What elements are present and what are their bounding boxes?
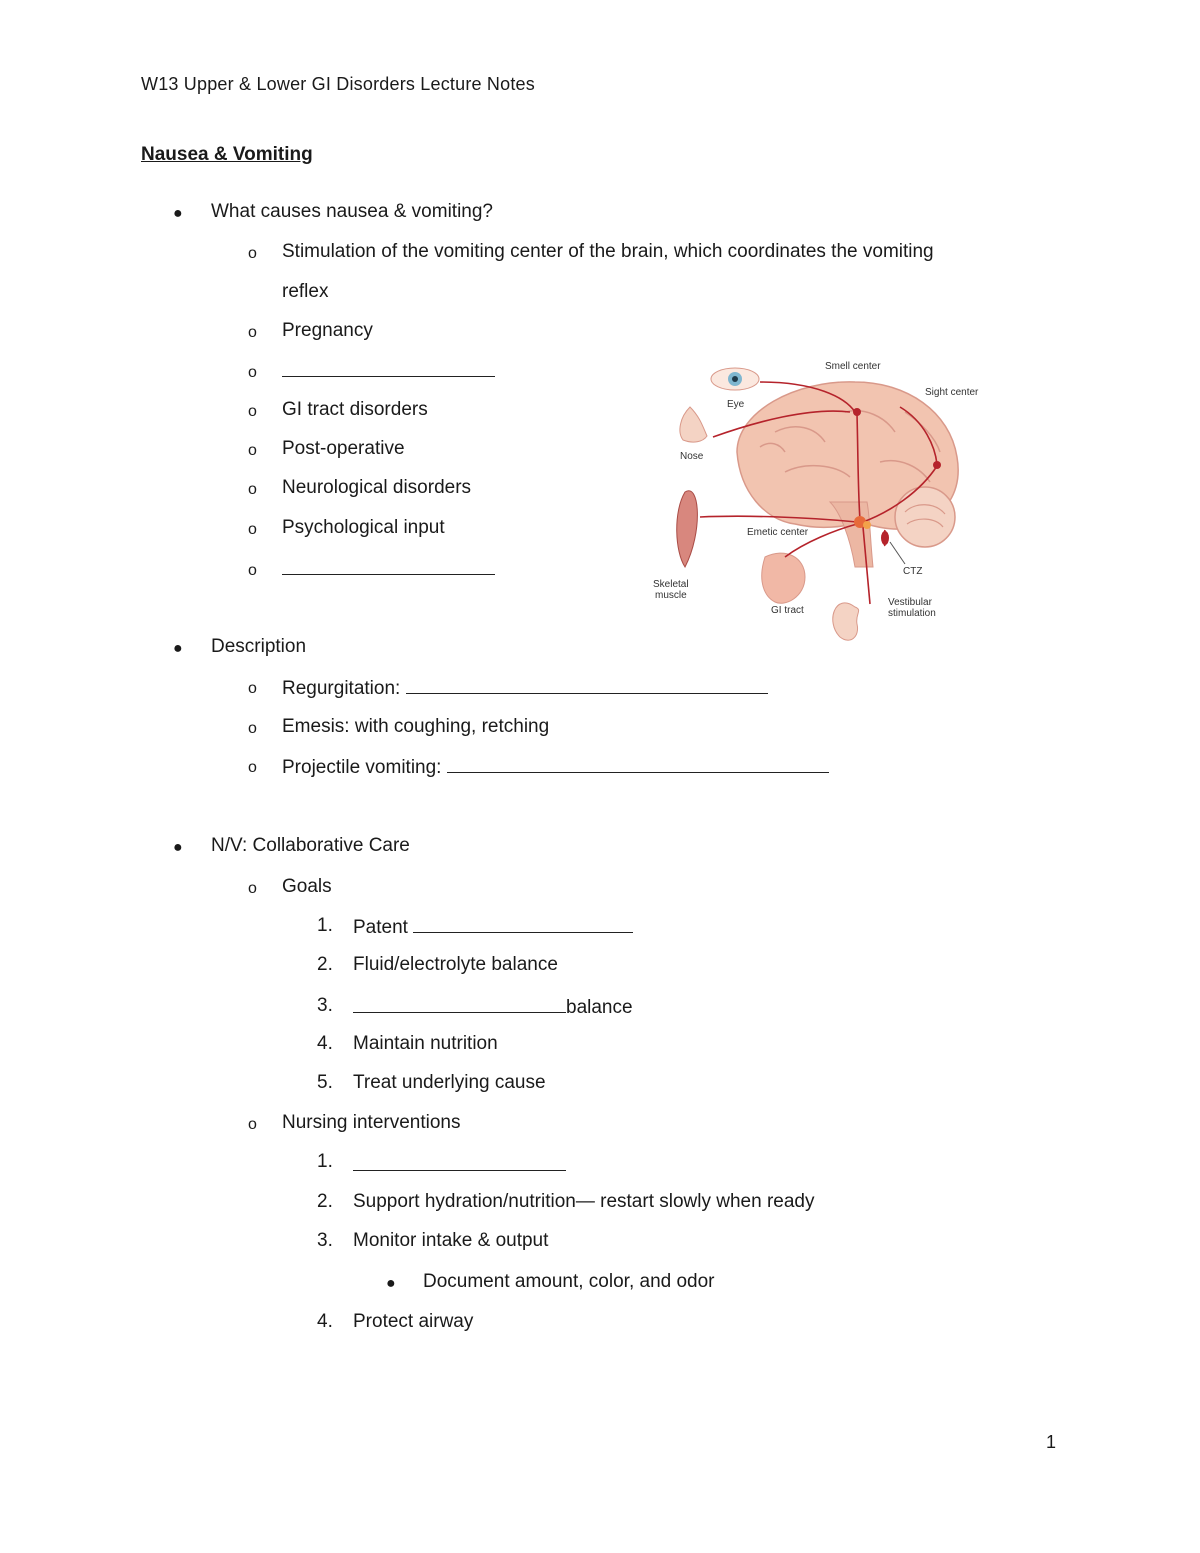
gi-tract-illustration xyxy=(762,553,805,603)
nose-illustration xyxy=(680,407,707,442)
emetic-pathway-diagram xyxy=(645,352,990,650)
label-skeletal-muscle-2: muscle xyxy=(655,590,687,601)
list-marker: o xyxy=(248,880,257,897)
goal-item xyxy=(353,994,633,1020)
list-number: 3. xyxy=(317,1230,333,1251)
document-header: W13 Upper & Lower GI Disorders Lecture Notes xyxy=(141,74,535,94)
interventions-label: Nursing interventions xyxy=(282,1112,461,1133)
cause-item: Pregnancy xyxy=(282,320,373,341)
page-number: 1 xyxy=(1046,1432,1057,1452)
intervention-item: Protect airway xyxy=(353,1311,474,1332)
goal-text: balance xyxy=(566,997,633,1018)
emesis-item: Emesis: with coughing, retching xyxy=(282,716,550,737)
bullet-marker: ● xyxy=(173,839,183,856)
label-eye: Eye xyxy=(727,399,745,410)
label-sight-center: Sight center xyxy=(925,387,979,398)
list-marker: o xyxy=(248,759,257,776)
label-skeletal-muscle: Skeletal xyxy=(653,579,689,590)
bullet-marker: ● xyxy=(173,640,183,657)
skeletal-muscle-illustration xyxy=(677,491,698,567)
regurgitation-label: Regurgitation: xyxy=(282,678,401,699)
care-title: N/V: Collaborative Care xyxy=(211,835,410,856)
fill-in-blank xyxy=(413,914,633,933)
list-marker: o xyxy=(248,720,257,737)
intervention-item: Monitor intake & output xyxy=(353,1230,549,1251)
list-number: 2. xyxy=(317,1191,333,1212)
list-marker: o xyxy=(248,1116,257,1133)
fill-in-blank xyxy=(282,358,495,382)
cause-item: Post-operative xyxy=(282,438,405,459)
ear-illustration xyxy=(833,603,859,640)
list-number: 5. xyxy=(317,1072,333,1093)
list-number: 1. xyxy=(317,1151,333,1172)
label-smell-center: Smell center xyxy=(825,361,881,372)
list-number: 4. xyxy=(317,1033,333,1054)
label-vestibular: Vestibular xyxy=(888,597,932,608)
list-marker: o xyxy=(248,364,257,381)
label-emetic-center: Emetic center xyxy=(747,527,809,538)
fill-in-blank xyxy=(353,994,566,1013)
goal-item xyxy=(353,914,633,940)
list-number: 4. xyxy=(317,1311,333,1332)
list-number: 3. xyxy=(317,995,333,1016)
goals-label: Goals xyxy=(282,876,332,897)
intervention-item: Support hydration/nutrition— restart slowly when ready xyxy=(353,1191,815,1212)
fill-in-blank xyxy=(406,675,768,694)
bullet-marker: ● xyxy=(386,1275,396,1292)
fill-in-blank xyxy=(353,1152,566,1176)
goal-item: Maintain nutrition xyxy=(353,1033,498,1054)
goal-text: Patent xyxy=(353,917,408,938)
list-marker: o xyxy=(248,521,257,538)
list-marker: o xyxy=(248,245,257,262)
cause-item: Stimulation of the vomiting center of the brain, which coordinates the vomiting xyxy=(282,241,934,262)
label-gi-tract: GI tract xyxy=(771,605,804,616)
cause-item: Neurological disorders xyxy=(282,477,472,498)
list-marker: o xyxy=(248,562,257,579)
label-nose: Nose xyxy=(680,451,704,462)
bullet-marker: ● xyxy=(173,205,183,222)
cause-item: GI tract disorders xyxy=(282,399,428,420)
section-title: Nausea & Vomiting xyxy=(141,144,313,165)
projectile-label: Projectile vomiting: xyxy=(282,757,442,778)
list-number: 1. xyxy=(317,915,333,936)
list-marker: o xyxy=(248,442,257,459)
label-ctz: CTZ xyxy=(903,566,923,577)
projectile-item xyxy=(282,754,829,780)
list-number: 2. xyxy=(317,954,333,975)
description-title: Description xyxy=(211,636,307,657)
list-marker: o xyxy=(248,403,257,420)
list-marker: o xyxy=(248,680,257,697)
cause-item-continuation: reflex xyxy=(282,281,329,302)
label-vestibular-2: stimulation xyxy=(888,608,936,619)
causes-question: What causes nausea & vomiting? xyxy=(211,201,493,222)
regurgitation-item xyxy=(282,675,768,701)
goal-item: Fluid/electrolyte balance xyxy=(353,954,558,975)
fill-in-blank xyxy=(282,556,495,580)
list-marker: o xyxy=(248,324,257,341)
cause-item: Psychological input xyxy=(282,517,445,538)
fill-in-blank xyxy=(447,754,829,773)
goal-item: Treat underlying cause xyxy=(353,1072,546,1093)
sub-bullet-item: Document amount, color, and odor xyxy=(423,1271,715,1292)
list-marker: o xyxy=(248,481,257,498)
